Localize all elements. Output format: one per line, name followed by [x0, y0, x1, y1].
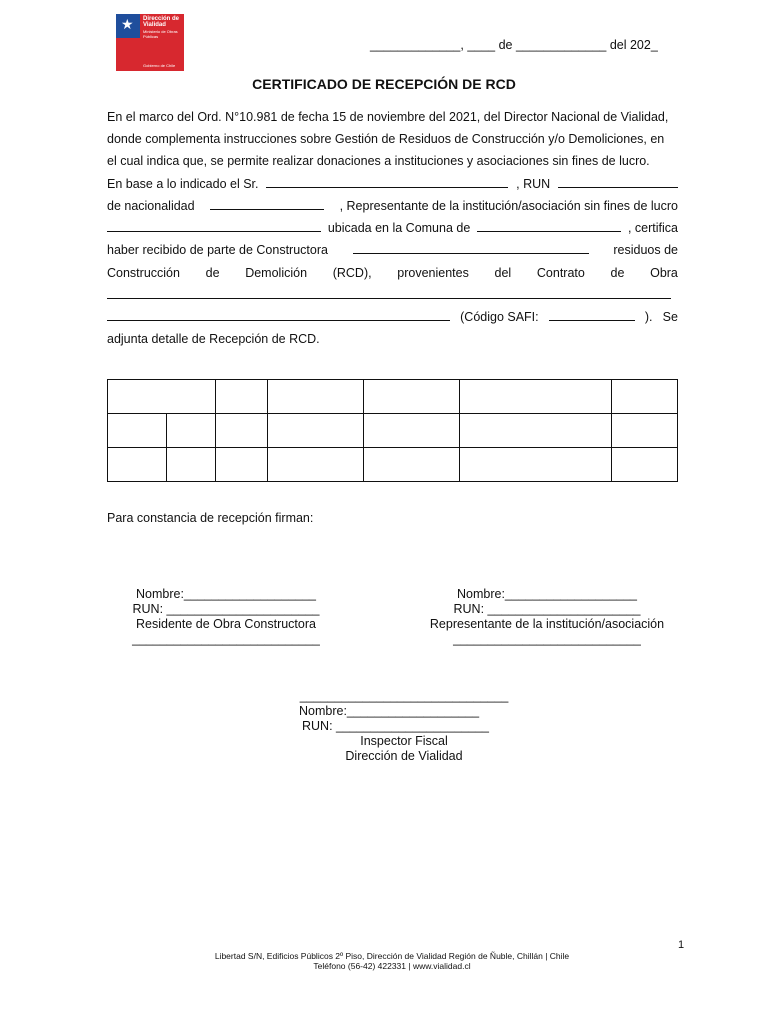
body-line-9 — [107, 288, 678, 302]
footer-contact: Teléfono (56-42) 422331 | www.vialidad.cl — [313, 961, 471, 971]
constructora-blank — [353, 243, 589, 254]
vialidad-logo — [116, 14, 184, 71]
body-line-11: adjunta detalle de Recepción de RCD. — [107, 332, 320, 346]
table-row — [108, 380, 678, 414]
institution-blank — [107, 221, 321, 232]
body-line-5: de nacionalidad , Representante de la institución/asociación sin fines de lucro — [107, 199, 678, 213]
logo-government: Gobierno de Chile — [143, 63, 176, 68]
comuna-blank — [477, 221, 621, 232]
nationality-blank — [210, 199, 324, 210]
body-line-4: En base a lo indicado el Sr. , RUN — [107, 177, 678, 191]
body-line-10: (Código SAFI: ). Se — [107, 310, 678, 324]
contract-blank-1 — [107, 288, 671, 299]
body-line-6: ubicada en la Comuna de , certifica — [107, 221, 678, 235]
table-row — [108, 414, 678, 448]
flag-blue-canton — [116, 14, 140, 38]
body-line-7: haber recibido de parte de Constructora residuos de — [107, 243, 678, 257]
logo-title: Dirección de Vialidad — [143, 16, 180, 28]
run-blank — [558, 177, 678, 188]
body-line-3: el cual indica que, se permite realizar donaciones a instituciones y asociaciones sin fines de lucro. — [107, 154, 650, 168]
star-icon: ★ — [121, 16, 134, 32]
safi-blank — [549, 310, 635, 321]
body-line-1: En el marco del Ord. N°10.981 de fecha 15 de noviembre del 2021, del Director Nacional de Vialidad, — [107, 110, 669, 124]
body-line-2: donde complementa instrucciones sobre Gestión de Residuos de Construcción y/o Demoliciones, en — [107, 132, 665, 146]
rcd-detail-table — [107, 379, 678, 482]
contract-blank-2 — [107, 310, 450, 321]
signatures-intro: Para constancia de recepción firman: — [107, 511, 314, 525]
table-row — [108, 448, 678, 482]
name-blank — [266, 177, 508, 188]
logo-ministry: Ministerio de Obras Públicas — [143, 29, 178, 39]
footer-address: Libertad S/N, Edificios Públicos 2º Piso, Dirección de Vialidad Región de Ñuble, Chillán | Chile — [214, 951, 570, 961]
document-title: CERTIFICADO DE RECEPCIÓN DE RCD — [252, 76, 516, 92]
page-number: 1 — [678, 939, 685, 951]
date-line: _____________, ____ de _____________ del 202_ — [370, 38, 658, 52]
body-line-8: Construcción de Demolición (RCD), provenientes del Contrato de Obra — [107, 266, 678, 280]
